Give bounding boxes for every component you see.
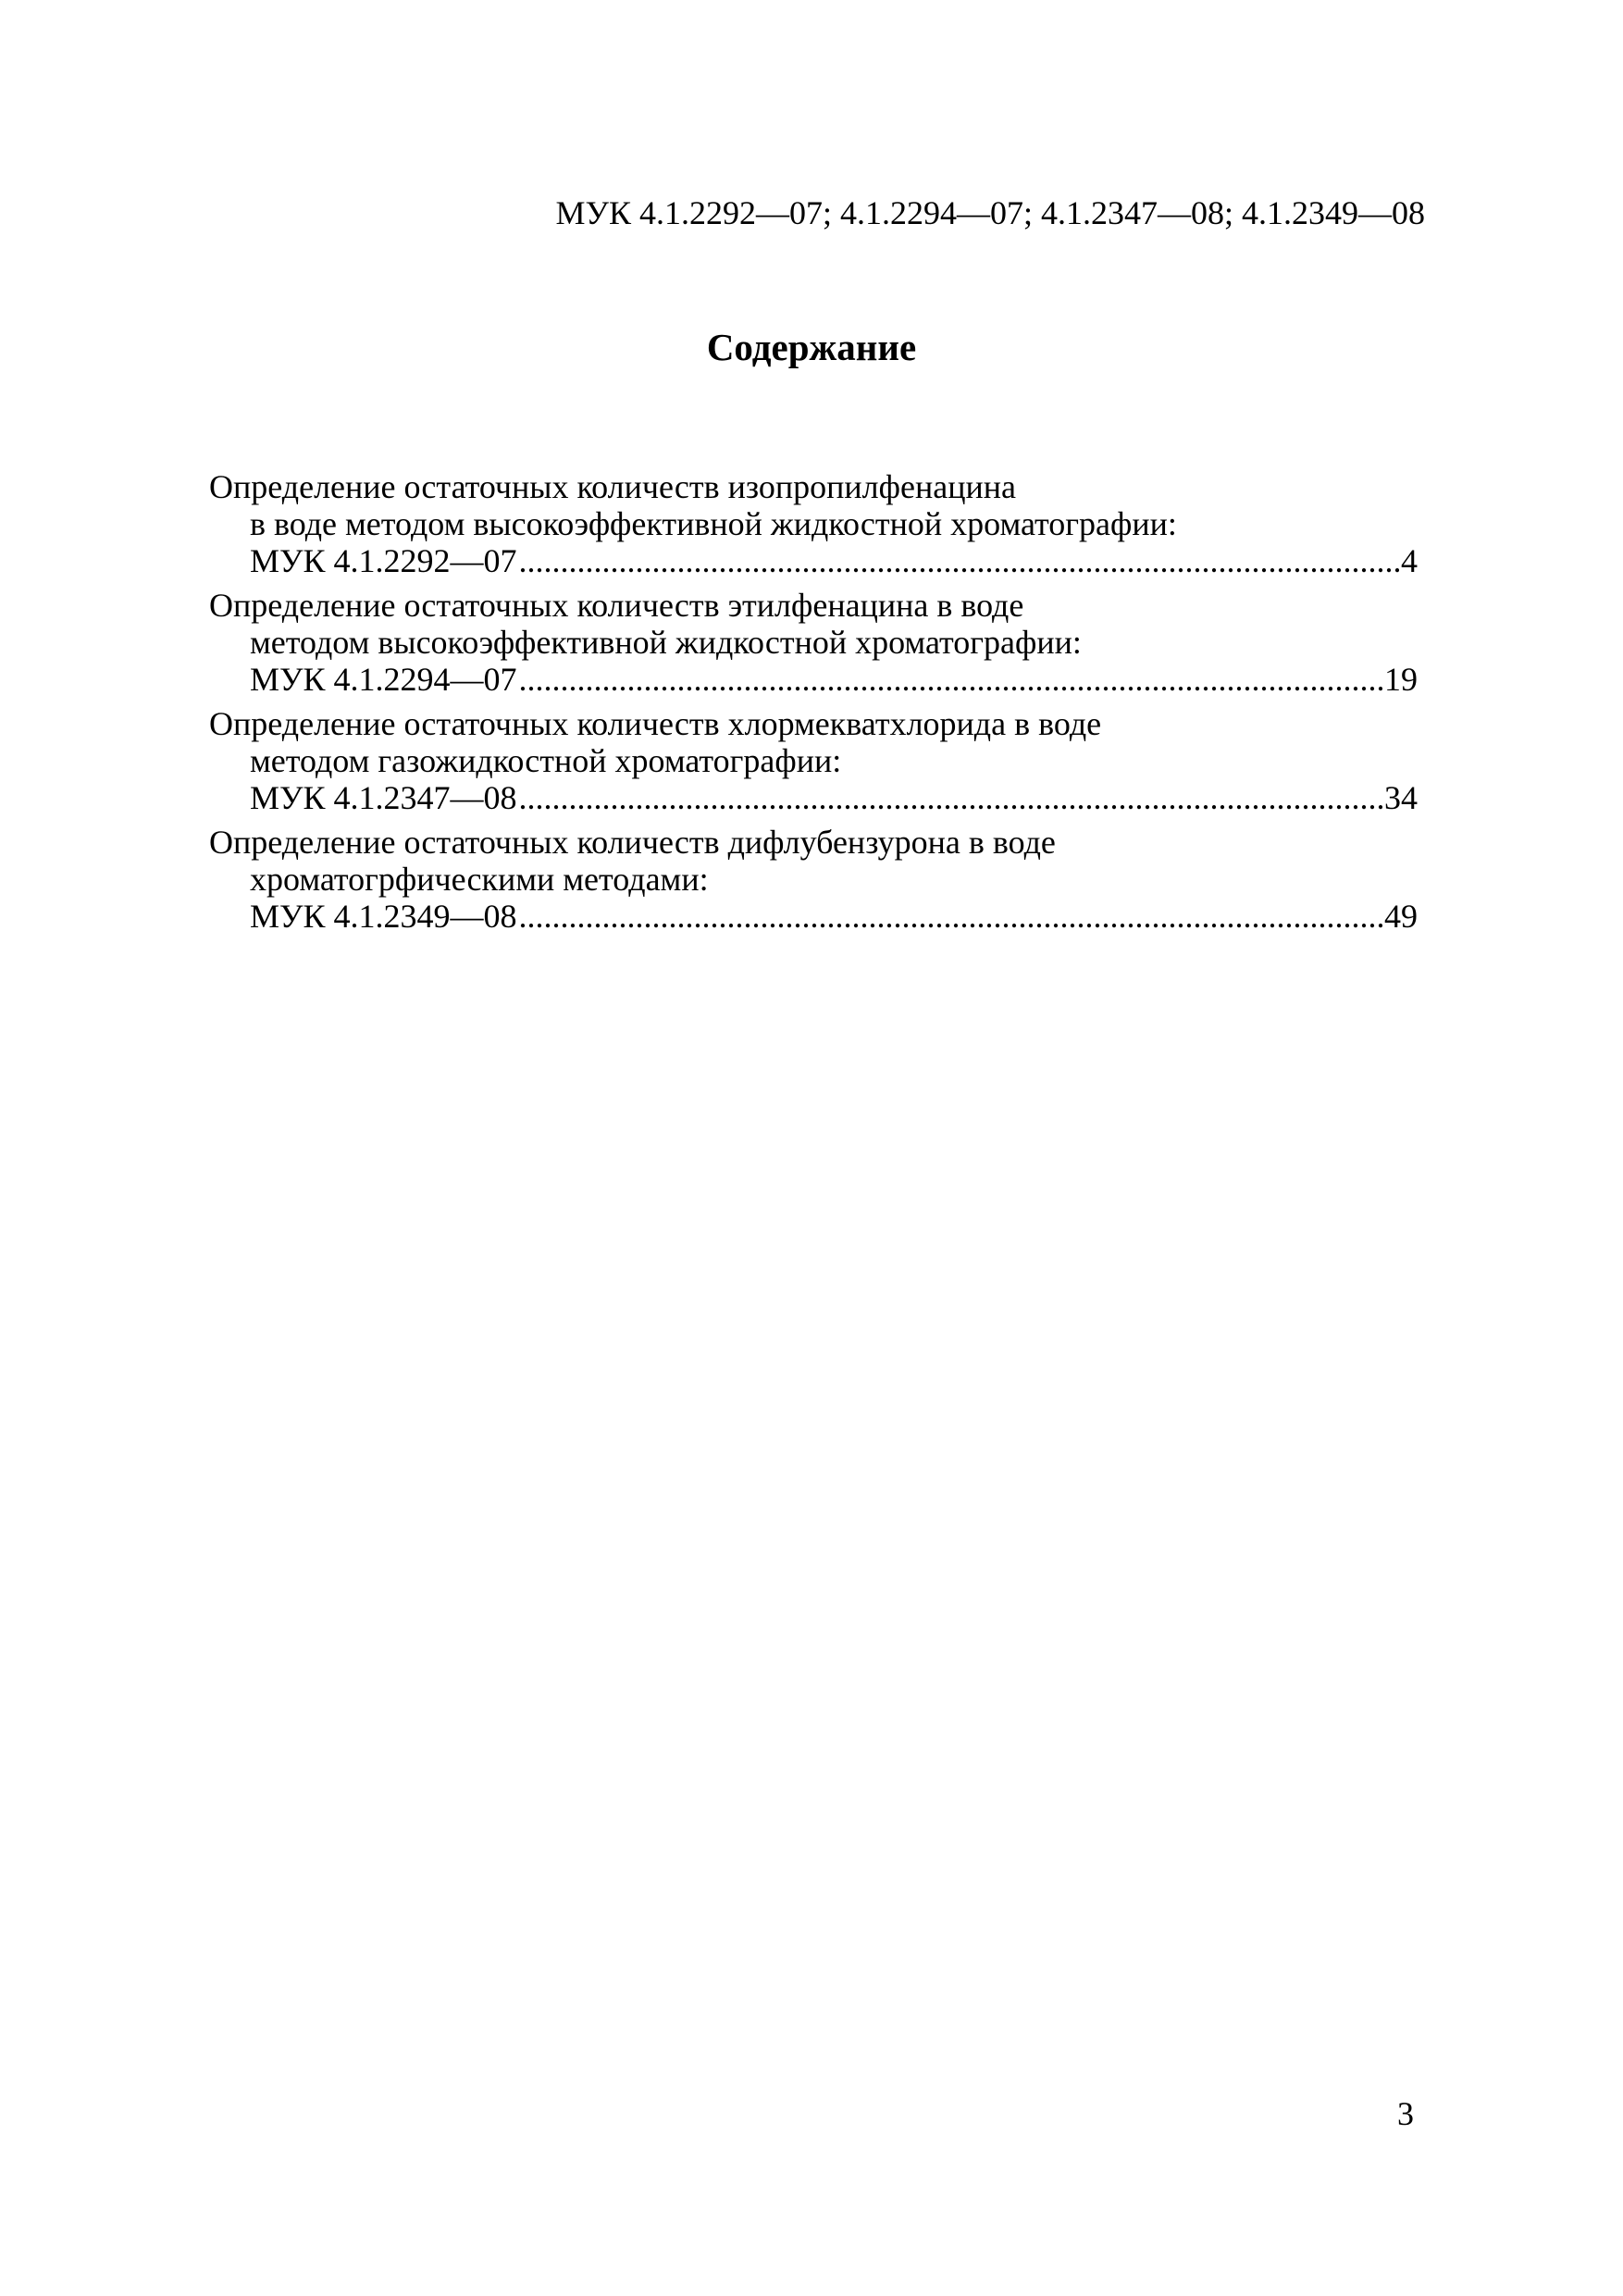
running-header: МУК 4.1.2292—07; 4.1.2294—07; 4.1.2347—08; 4.1.2349—08 <box>555 194 1425 231</box>
toc-entry-reference <box>209 898 1418 935</box>
dot-leader <box>519 542 1399 579</box>
dot-leader <box>519 779 1382 816</box>
toc-entry-title: Определение остаточных количеств изопропилфенацина <box>209 468 1016 505</box>
toc-entry[interactable] <box>209 705 1418 816</box>
dot-leader <box>519 898 1382 935</box>
toc-entry-page: 19 <box>1384 661 1418 698</box>
toc-entry[interactable] <box>209 824 1418 935</box>
toc-entry-code: МУК 4.1.2292—07 <box>250 542 517 579</box>
toc-entry-reference <box>209 542 1418 579</box>
toc-entry-page: 34 <box>1384 779 1418 816</box>
toc-entry-title-continued: методом высокоэффективной жидкостной хроматографии: <box>250 624 1082 661</box>
toc-entry-title-continued: методом газожидкостной хроматографии: <box>250 742 842 779</box>
toc-entry-reference <box>209 661 1418 698</box>
toc-entry-page: 4 <box>1401 542 1418 579</box>
toc-entry-code: МУК 4.1.2349—08 <box>250 898 517 935</box>
page-number: 3 <box>1397 2095 1414 2132</box>
toc-entry[interactable] <box>209 587 1418 698</box>
toc-entry-title-continued: хроматогрфическими методами: <box>250 861 709 898</box>
toc-entry-title: Определение остаточных количеств этилфенацина в воде <box>209 587 1024 624</box>
toc-entry-title-continued: в воде методом высокоэффективной жидкостной хроматографии: <box>250 505 1177 542</box>
toc-entry-title: Определение остаточных количеств дифлубензурона в воде <box>209 824 1056 861</box>
page-title: Содержание <box>706 326 917 368</box>
toc-entry-reference <box>209 779 1418 816</box>
toc-entry-page: 49 <box>1384 898 1418 935</box>
toc-entry[interactable] <box>209 468 1418 579</box>
toc-entry-code: МУК 4.1.2294—07 <box>250 661 517 698</box>
toc-entry-title: Определение остаточных количеств хлормекватхлорида в воде <box>209 705 1102 742</box>
toc-entry-code: МУК 4.1.2347—08 <box>250 779 517 816</box>
table-of-contents <box>209 468 1418 942</box>
dot-leader <box>519 661 1382 698</box>
